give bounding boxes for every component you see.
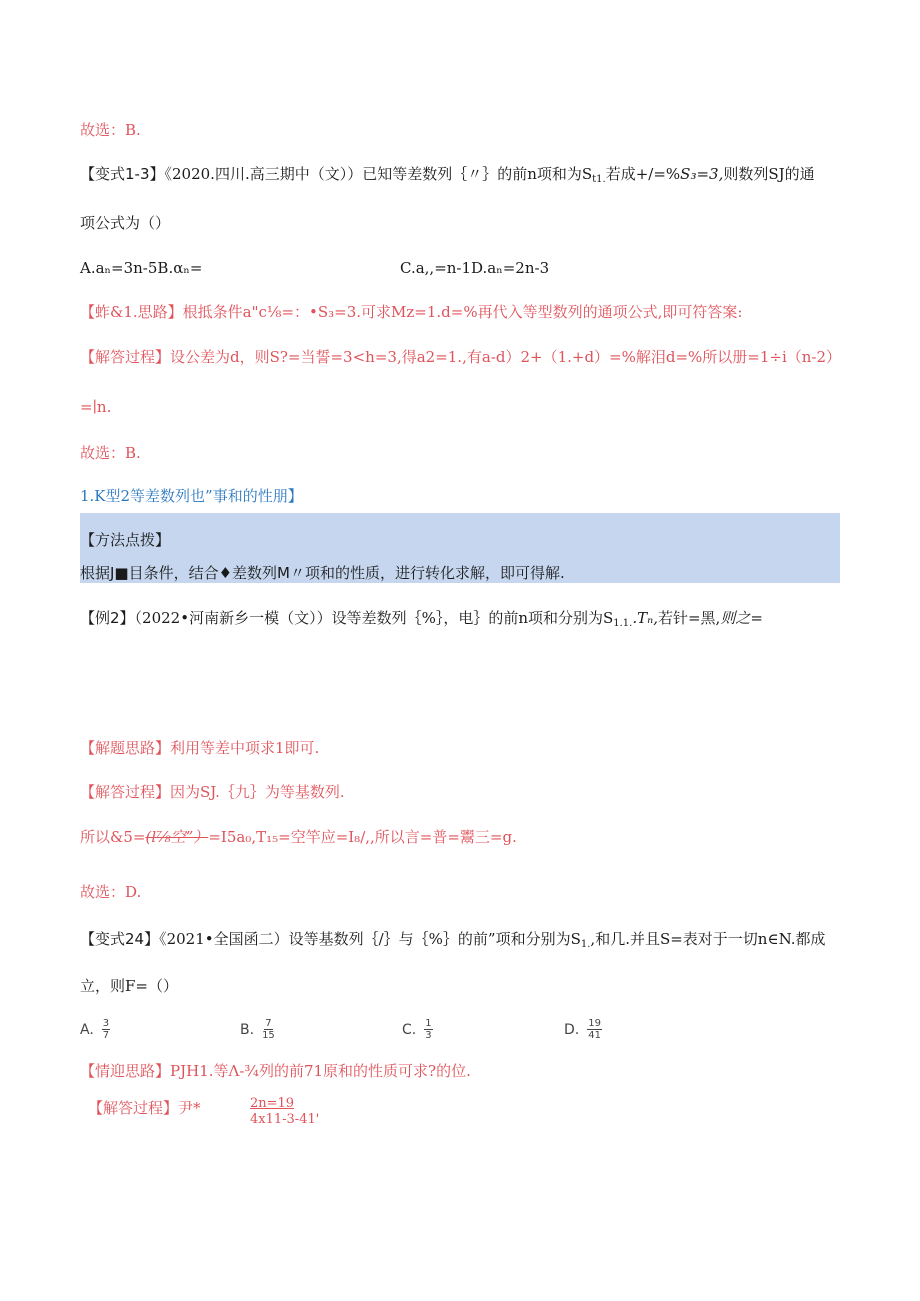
t-expression: .Tₙ, [632,609,658,627]
numerator: 3 [102,1018,110,1029]
variant-tag: 【变式24】 [80,930,160,948]
example-tail: 若针=黑, [657,609,721,627]
thinking-2: 【解题思路】利用等差中项求1即可. [80,739,320,757]
formula-part-1: 所以&5= [80,828,146,846]
choice-fraction [424,1018,432,1041]
variant-2-4-line [80,929,826,955]
section-heading: 1.K型2等差数列也”事和的性朋】 [80,487,303,505]
method-text: 根据J■目条件，结合♦差数列M〃项和的性质，进行转化求解，即可得解. [80,564,565,582]
formula-strike: (l⅞空”） [145,828,209,846]
choice-fraction [587,1018,602,1041]
choice-label: A. [80,1021,94,1038]
conclusion-line-2: 故选：B. [80,444,141,462]
thinking-1: 【蚱&1.思路】根抵条件a"c⅛=：•S₃=3.可求Mz=1.d=%再代入等型数列的通项公式,即可符答案: [80,303,743,321]
example-2-line [80,608,763,634]
variant-tail: 则数列SJ的通 [723,165,815,183]
option-a-b: A.aₙ=3n-5B.αₙ= [80,259,203,277]
numerator: 7 [265,1018,272,1029]
variant-text: 《2020.四川.高三期中（文））已知等差数列｛〃｝的前n项和为S [164,165,593,183]
solution-1: 【解答过程】设公差为d，则S?=当誓=3<h=3,得a2=1.,有a-d）2+（1.+d）=%解泪d=%所以册=1÷i（n-2） [80,348,842,366]
choice-d [564,1018,602,1041]
choice-fraction [262,1018,275,1041]
solution-3-numerator: 2n=19 [250,1096,295,1111]
denominator: 3 [425,1030,432,1041]
option-c-d: C.a,,=n-1D.aₙ=2n-3 [400,259,550,277]
variant-1-3-line-2: 项公式为（） [80,214,171,232]
choice-c [402,1018,433,1041]
condition: 若成+/=% [605,165,681,183]
subscript: 1.1. [613,618,633,629]
numerator: 1 [425,1018,432,1029]
choice-a [80,1018,110,1041]
example-text: （2022•河南新乡一模（文））设等差数列｛%｝，电｝的前n项和分别为S [134,609,614,627]
subscript: 1. [580,939,591,950]
variant-tag: 【变式1-3】 [80,165,165,183]
conclusion-line-3: 故选：D. [80,883,142,901]
choice-fraction [102,1018,110,1041]
s3-expression: S₃=3, [680,165,724,183]
denominator: 7 [102,1030,110,1041]
choice-label: C. [402,1021,417,1038]
choice-label: D. [564,1021,580,1038]
solution-3-denominator: 4x11-3-41' [250,1112,320,1123]
solution-2: 【解答过程】因为SJ.｛九｝为等基数列. [80,783,345,801]
conclusion-line-1: 故选：B. [80,121,141,139]
variant-tail: ,和几.并且S=表对于一切n∈N.都成 [590,930,826,948]
solution-1-line-2: =∣n. [80,398,112,416]
variant-2-4-line-2: 立，则F=（） [80,977,178,995]
denominator: 15 [262,1030,275,1041]
thinking-3: 【情迎思路】PJH1.等Λ-¾列的前71原和的性质可求?的位. [80,1062,471,1080]
formula-part-2: =I5a₀,T₁₅=空竿应=I₈∕,,所以言=普=鬻三=g. [208,828,517,846]
subscript: t1. [592,174,606,185]
example-question: 则之= [720,609,763,627]
numerator: 19 [588,1018,601,1029]
variant-1-3-line [80,164,815,190]
denominator: 41 [588,1030,601,1041]
example-tag: 【例2】 [80,609,135,627]
solution-2-line-2 [80,827,517,847]
solution-3-tag: 【解答过程】尹* [88,1099,201,1117]
variant-text: 《2021•全国函二）设等基数列｛/｝与｛%｝的前”项和分别为S [159,930,581,948]
choice-b [240,1018,275,1041]
method-title: 【方法点拨】 [80,531,171,549]
choice-label: B. [240,1021,255,1038]
